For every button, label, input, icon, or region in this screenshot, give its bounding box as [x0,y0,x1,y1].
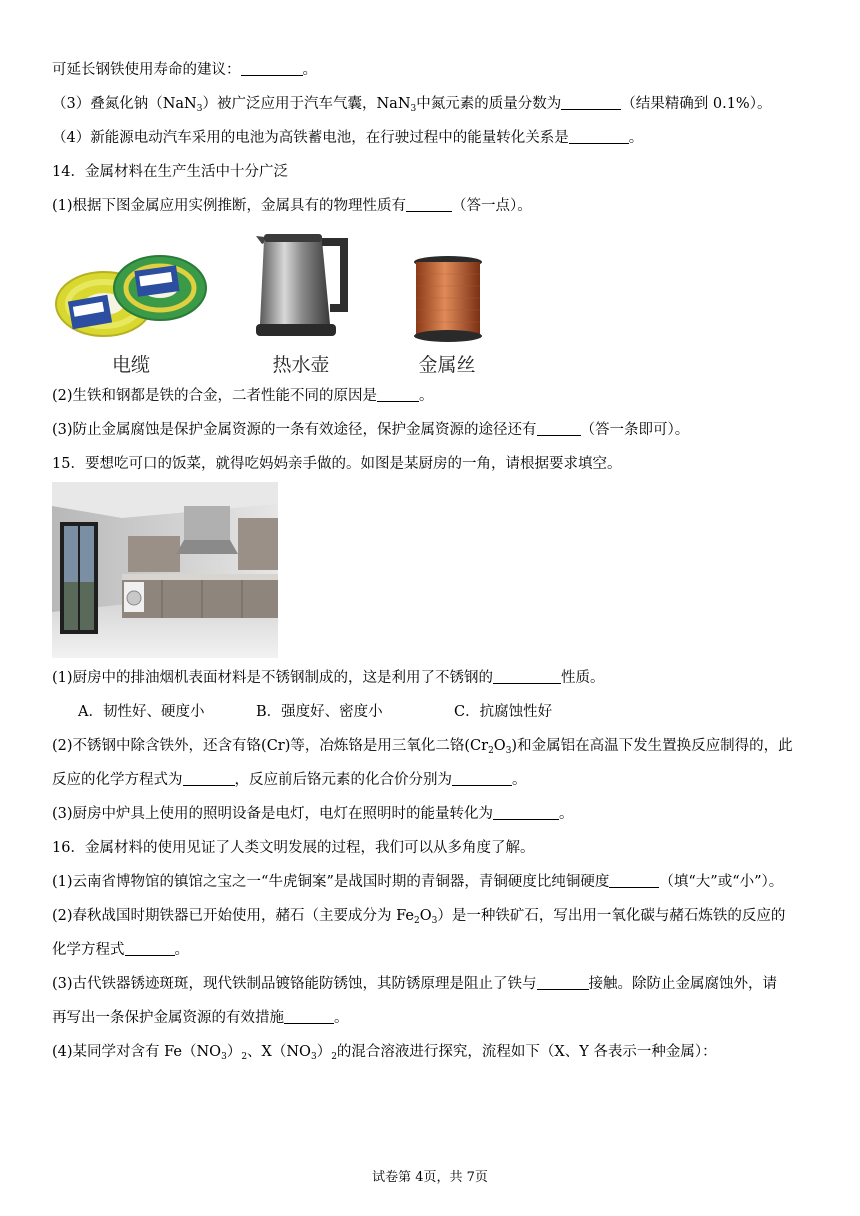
option-c[interactable]: C．抗腐蚀性好 [454,704,553,720]
question-16-title: 16．金属材料的使用见证了人类文明发展的过程，我们可以从多角度了解。 [52,840,535,856]
answer-blank [493,805,559,820]
text-line [52,736,820,756]
wire-caption: 金属丝 [418,354,476,376]
question-15-title: 15．要想吃可口的饭菜，就得吃妈妈亲手做的。如图是某厨房的一角，请根据要求填空。 [52,456,622,472]
subscript: 3 [431,916,438,926]
kettle-image [252,226,352,344]
option-b[interactable]: B．强度好、密度小 [256,704,383,720]
cable-caption: 电缆 [111,354,150,376]
text: (1)根据下图金属应用实例推断，金属具有的物理性质有 [52,198,407,214]
text: 。 [302,62,317,78]
text: (3)古代铁器锈迹斑斑，现代铁制品镀铬能防锈蚀，其防锈原理是阻止了铁与 [52,976,537,992]
text: 反应的化学方程式为 [52,772,183,788]
text-line [52,940,820,960]
text: ）是一种铁矿石，写出用一氧化碳与赭石炼铁的反应的 [437,908,786,924]
text: 性质。 [561,670,605,686]
subscript: 3 [505,746,512,756]
text: 。 [334,1010,349,1026]
question-14-title: 14．金属材料在生产生活中十分广泛 [52,164,288,180]
text: (1)厨房中的排油烟机表面材料是不锈钢制成的，这是利用了不锈钢的 [52,670,494,686]
answer-blank [537,975,589,990]
text: （3）叠氮化钠（NaN [52,96,197,112]
subscript: 2 [414,916,420,926]
text: 可延长钢铁使用寿命的建议： [52,62,241,78]
wire-spool-image [410,254,486,344]
text-line [52,804,820,824]
answer-blank [125,941,175,956]
text: ） [226,1044,242,1060]
text-line [52,128,820,148]
text: 、X（NO [247,1044,311,1060]
answer-blank [493,669,561,684]
answer-blank [537,421,581,436]
text: (3)防止金属腐蚀是保护金属资源的一条有效途径，保护金属资源的途径还有 [52,422,537,438]
text: (2)春秋战国时期铁器已开始使用，赭石（主要成分为 Fe [52,908,414,924]
text: (2)生铁和钢都是铁的合金，二者性能不同的原因是 [52,388,378,404]
answer-blank [241,61,303,76]
text: (2)不锈钢中除含铁外，还含有铬(Cr)等，冶炼铬是用三氧化二铬(Cr [52,738,489,754]
answer-blank [561,95,621,110]
text: (3)厨房中炉具上使用的照明设备是电灯，电灯在照明时的能量转化为 [52,806,494,822]
text: （答一条即可）。 [580,422,690,438]
text-line [52,770,820,790]
subscript: 3 [196,104,203,114]
text: 中氮元素的质量分数为 [416,96,562,112]
answer-blank [406,197,452,212]
text: 。 [559,806,574,822]
text: 。 [174,942,189,958]
text: ） [316,1044,332,1060]
text-line [52,94,820,114]
text: 再写出一条保护金属资源的有效措施 [52,1010,284,1026]
text-line [52,1008,820,1028]
text: ，反应前后铬元素的化合价分别为 [234,772,452,788]
page-footer: 试卷第 4页，共 7页 [372,1170,488,1185]
text: 。 [628,130,644,146]
answer-blank [452,771,512,786]
answer-blank [284,1009,334,1024]
text: ）被广泛应用于汽车气囊，NaN [202,96,411,112]
text-line [52,974,820,994]
answer-blank [609,873,659,888]
text-line [52,196,820,216]
options-row [78,702,820,722]
text: O [493,738,506,754]
cable-image [52,244,210,344]
text: 。 [419,388,434,404]
answer-blank [377,387,419,402]
subscript: 2 [331,1052,337,1062]
text-line [52,906,820,926]
text: O [419,908,432,924]
text: )和金属铝在高温下发生置换反应制得的，此 [511,738,793,754]
text: 化学方程式 [52,942,125,958]
text-line [52,420,820,440]
text-line [52,60,820,80]
text: （4）新能源电动汽车采用的电池为高铁蓄电池，在行驶过程中的能量转化关系是 [52,130,569,146]
text-line [52,386,820,406]
text: （结果精确到 0.1%）。 [621,96,772,112]
subscript: 3 [221,1052,227,1062]
text-line [52,1042,820,1062]
option-a[interactable]: A．韧性好、硬度小 [78,704,205,720]
answer-blank [183,771,235,786]
text-line [52,872,820,892]
text: 。 [512,772,527,788]
kettle-caption: 热水壶 [272,354,330,376]
subscript: 2 [241,1052,248,1062]
subscript: 3 [310,1052,317,1062]
text: （答一点）。 [452,198,532,214]
text: 的混合溶液进行探究，流程如下（X、Y 各表示一种金属）： [336,1044,717,1060]
kitchen-image [52,482,278,658]
text: （填“大”或“小”）。 [659,874,784,890]
text: 接触。除防止金属腐蚀外，请 [588,976,778,992]
text-line [52,668,820,688]
subscript: 2 [488,746,494,756]
text: (4)某同学对含有 Fe（NO [52,1044,222,1060]
text: (1)云南省博物馆的镇馆之宝之一“牛虎铜案”是战国时期的青铜器，青铜硬度比纯铜硬度 [52,874,610,890]
subscript: 3 [410,104,417,114]
answer-blank [569,129,629,144]
